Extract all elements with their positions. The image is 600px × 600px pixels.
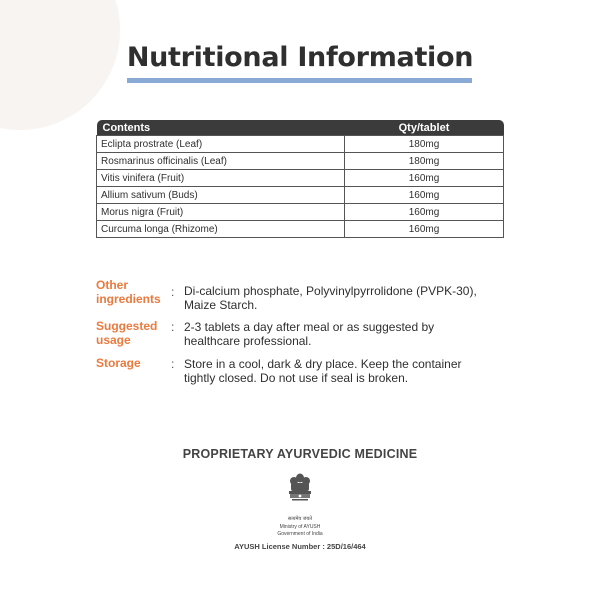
content-cell: Rosmarinus officinalis (Leaf): [97, 153, 345, 170]
header-contents: Contents: [97, 120, 345, 136]
license-number: AYUSH License Number : 25D/16/464: [234, 542, 366, 551]
label-line: Other: [96, 278, 129, 292]
table-header-row: [97, 120, 504, 136]
label-line: usage: [96, 333, 131, 347]
nutrition-table: [96, 120, 504, 238]
value-line: Di-calcium phosphate, Polyvinylpyrrolidone (PVPK-30),: [184, 284, 477, 298]
content-cell: Morus nigra (Fruit): [97, 204, 345, 221]
qty-cell: 160mg: [345, 204, 504, 221]
value-line: Maize Starch.: [184, 298, 258, 312]
proprietary-heading: PROPRIETARY AYURVEDIC MEDICINE: [182, 447, 418, 461]
content-cell: Allium sativum (Buds): [97, 187, 345, 204]
qty-cell: 180mg: [345, 153, 504, 170]
table-row: [97, 153, 504, 170]
value-line: tightly closed. Do not use if seal is broken.: [184, 371, 409, 385]
other-ingredients-section: [96, 278, 516, 312]
table-row: [97, 204, 504, 221]
table-row: [97, 136, 504, 153]
qty-cell: 160mg: [345, 170, 504, 187]
title-underline: [127, 78, 472, 83]
value-line: healthcare professional.: [184, 334, 312, 348]
qty-cell: 160mg: [345, 221, 504, 238]
content-cell: Vitis vinifera (Fruit): [97, 170, 345, 187]
suggested-usage-section: [96, 319, 516, 349]
value-line: 2-3 tablets a day after meal or as suggested by: [184, 320, 435, 334]
separator-colon: :: [171, 320, 175, 334]
content-cell: Curcuma longa (Rhizome): [97, 221, 345, 238]
government-name: Government of India: [277, 531, 323, 537]
value-line: Store in a cool, dark & dry place. Keep the container: [184, 357, 462, 371]
table-row: [97, 221, 504, 238]
national-emblem-icon: [285, 472, 315, 514]
other-ingredients-value: [184, 284, 514, 312]
suggested-usage-value: [184, 320, 514, 348]
storage-label: Storage: [96, 356, 141, 370]
ministry-name: Ministry of AYUSH: [279, 524, 321, 530]
separator-colon: :: [171, 285, 175, 299]
label-line: ingredients: [96, 292, 161, 306]
label-line: Suggested: [96, 319, 158, 333]
qty-cell: 180mg: [345, 136, 504, 153]
table-row: [97, 187, 504, 204]
table-row: [97, 170, 504, 187]
separator-colon: :: [171, 357, 175, 371]
other-ingredients-label: [96, 278, 168, 306]
storage-section: [96, 356, 516, 386]
suggested-usage-label: [96, 319, 168, 347]
page-title: Nutritional Information: [126, 42, 474, 73]
emblem-motto: सत्यमेव जयते: [287, 516, 313, 522]
content-cell: Eclipta prostrate (Leaf): [97, 136, 345, 153]
storage-value: [184, 357, 514, 385]
qty-cell: 160mg: [345, 187, 504, 204]
header-qty: Qty/tablet: [345, 120, 504, 136]
